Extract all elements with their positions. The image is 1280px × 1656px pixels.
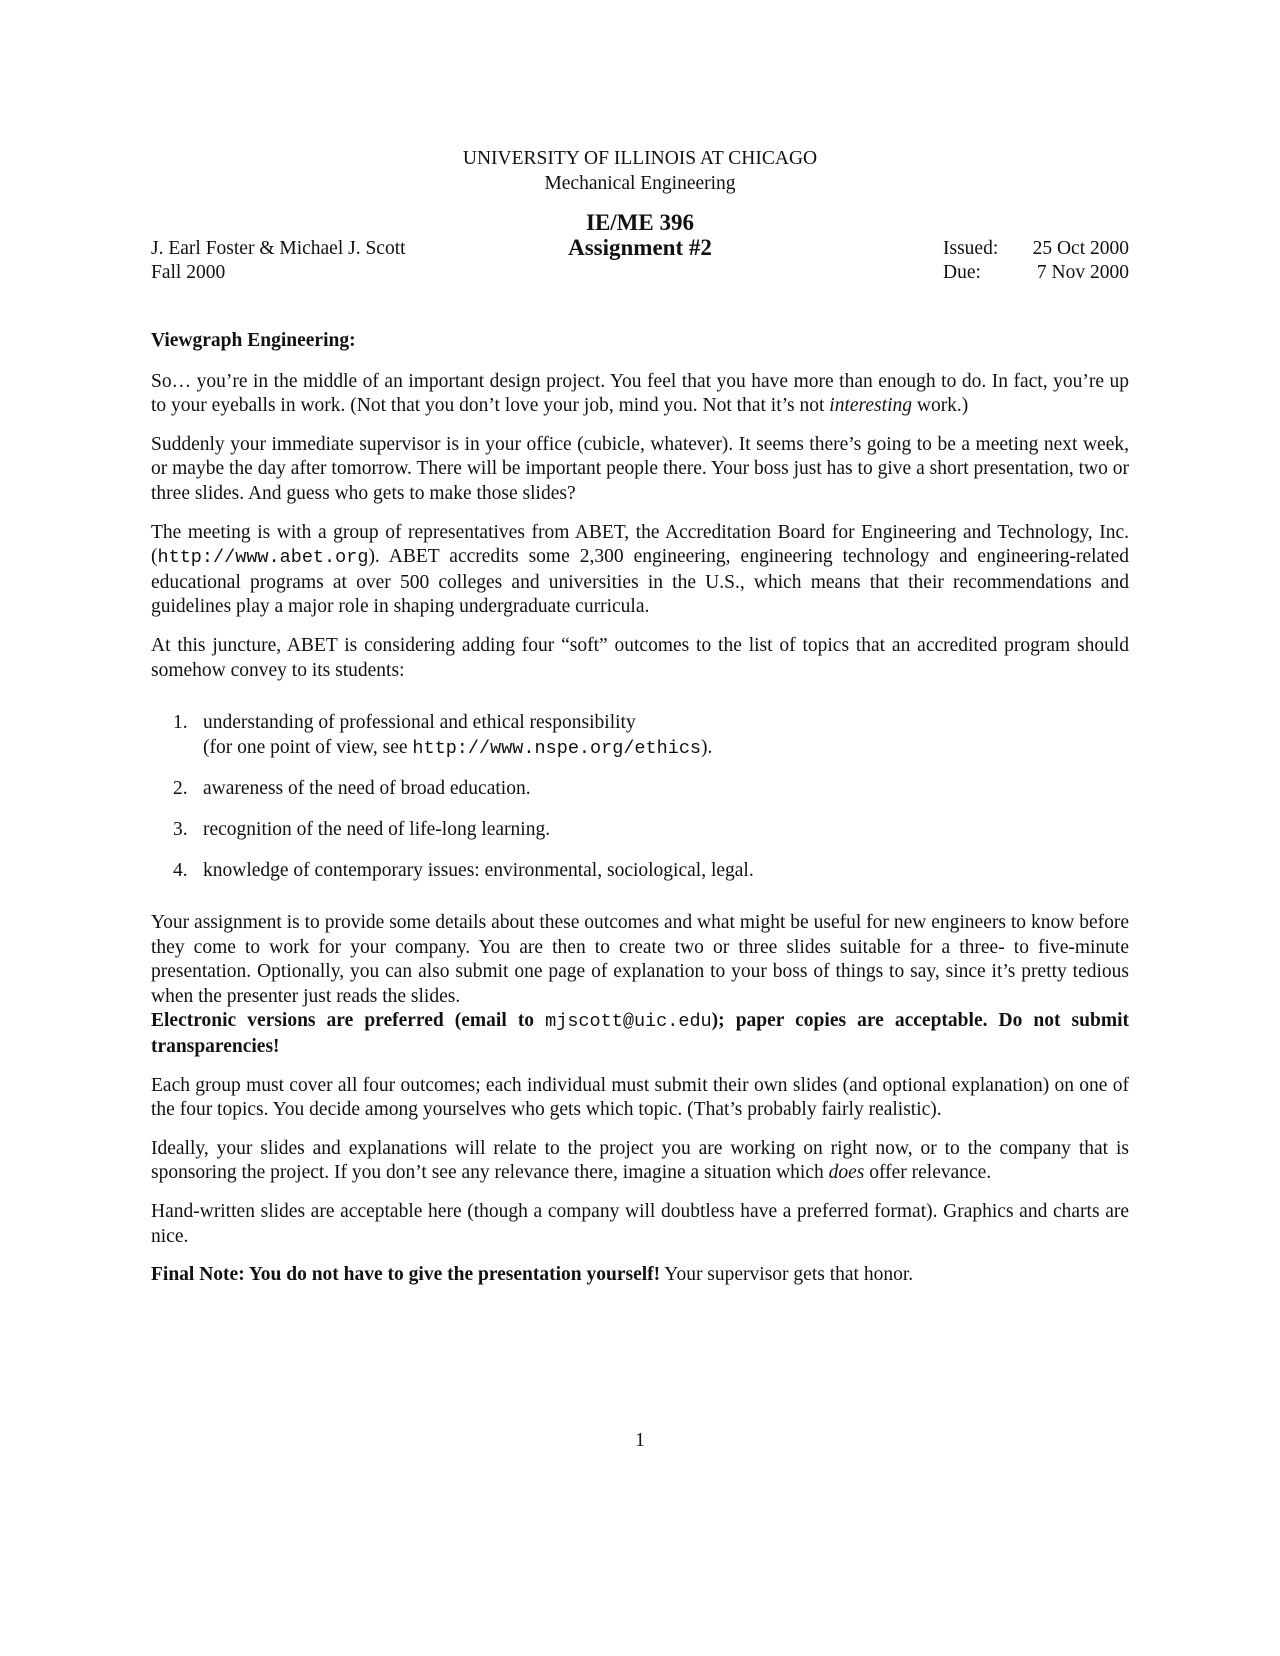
issued-date: 25 Oct 2000 <box>1032 238 1129 259</box>
contact-email: mjscott@uic.edu <box>545 1011 712 1033</box>
due-label: Due: <box>943 262 981 283</box>
university-name: UNIVERSITY OF ILLINOIS AT CHICAGO <box>462 148 818 169</box>
assignment-body <box>151 329 1129 1302</box>
paragraph-relevance-end: offer relevance. <box>864 1162 992 1184</box>
list-item-number: 4. <box>173 859 188 881</box>
page-number: 1 <box>635 1430 645 1451</box>
department-name: Mechanical Engineering <box>544 173 736 194</box>
list-item <box>151 859 1129 884</box>
paragraph-relevance <box>151 1137 1129 1186</box>
due-date: 7 Nov 2000 <box>1036 262 1129 283</box>
paragraph-abet-end: ). ABET accredits some 2,300 engineering, engineering technology and engineering-related educational programs at over 500 colleges and universities in the U.S., which means that their recommendations and guidelines play a major role in shaping undergraduate curricula. <box>151 546 1129 618</box>
assignment-title: Assignment #2 <box>568 235 712 260</box>
paragraph-abet <box>151 521 1129 620</box>
outcomes-list <box>151 711 1129 883</box>
list-item-text: recognition of the need of life-long learning. <box>203 818 551 840</box>
abet-url: http://www.abet.org <box>157 547 369 569</box>
final-note-text: Your supervisor gets that honor. <box>660 1264 914 1286</box>
list-item-number: 1. <box>173 712 188 734</box>
final-note-label: Final Note: You do not have to give the presentation yourself! <box>151 1264 661 1286</box>
list-item-subtext: (for one point of view, see <box>203 736 413 758</box>
submission-note-end: ); paper copies are acceptable. Do not submit transparencies! <box>151 1010 1129 1058</box>
instructors: J. Earl Foster & Michael J. Scott <box>151 238 406 259</box>
paragraph-outcomes-intro: At this juncture, ABET is considering adding four “soft” outcomes to the list of topics that an accredited program should somehow convey to its students: <box>151 634 1129 681</box>
nspe-ethics-url: http://www.nspe.org/ethics <box>412 737 702 759</box>
paragraph-intro-text: So… you’re in the middle of an important design project. You feel that you have more than enough to do. In fact, you’re up to your eyeballs in work. (Not that you don’t love your job, mind you. Not that it’s not <box>151 370 1129 417</box>
term: Fall 2000 <box>151 262 226 283</box>
submission-note: Electronic versions are preferred (email to <box>151 1010 546 1032</box>
list-item-subtext-end: ). <box>701 736 713 758</box>
paragraph-abet-text: The meeting is with a group of representatives from ABET, the Accreditation Board for Engineering and Technology, Inc. ( <box>151 521 1129 568</box>
list-item-number: 3. <box>173 818 188 840</box>
paragraph-intro-end: work.) <box>911 395 969 417</box>
emphasis-does: does <box>828 1162 865 1184</box>
list-item-text: knowledge of contemporary issues: environmental, sociological, legal. <box>203 859 754 881</box>
list-item-text: understanding of professional and ethical responsibility <box>203 712 636 734</box>
course-code: IE/ME 396 <box>586 210 694 235</box>
paragraph-handwritten: Hand-written slides are acceptable here (though a company will doubtless have a preferred format). Graphics and charts are nice. <box>151 1201 1129 1247</box>
section-heading: Viewgraph Engineering: <box>151 330 356 351</box>
issued-label: Issued: <box>943 238 999 259</box>
paragraph-assignment-text: Your assignment is to provide some details about these outcomes and what might be useful for new engineers to know before they come to work for your company. You are then to create two or three slides suitable for a three- to five-minute presentation. Optionally, you can also submit one page of explanation to your boss of things to say, since it’s pretty tedious when the presenter just reads the slides. <box>151 912 1129 1007</box>
emphasis-interesting: interesting <box>829 395 912 417</box>
list-item-text: awareness of the need of broad education. <box>203 778 531 800</box>
list-item <box>151 777 1129 802</box>
paragraph-supervisor: Suddenly your immediate supervisor is in your office (cubicle, whatever). It seems there’s going to be a meeting next week, or maybe the day after tomorrow. There will be important people there. Your boss just has to give a short presentation, two or three slides. And guess who gets to make those slides? <box>151 433 1129 504</box>
paragraph-groups: Each group must cover all four outcomes; each individual must submit their own slides (and optional explanation) on one of the four topics. You decide among yourselves who gets which topic. (That’s probably fairly realistic). <box>151 1074 1129 1121</box>
paragraph-assignment <box>151 911 1129 1060</box>
paragraph-relevance-text: Ideally, your slides and explanations will relate to the project you are working on right now, or to the company that is sponsoring the project. If you don’t see any relevance there, imagine a situation which <box>151 1137 1129 1184</box>
list-item <box>151 711 1129 761</box>
paragraph-final-note <box>151 1263 1129 1288</box>
list-item-number: 2. <box>173 778 188 800</box>
list-item <box>151 818 1129 843</box>
paragraph-intro <box>151 370 1129 419</box>
